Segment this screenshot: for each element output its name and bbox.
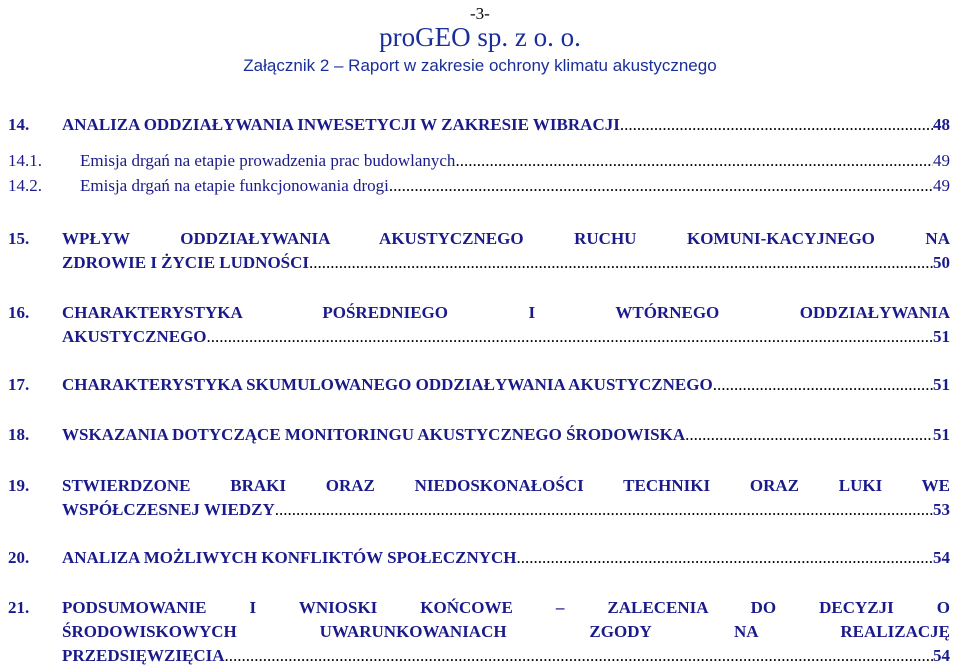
page-number: -3- [470, 4, 490, 23]
toc-entry-19[interactable] [0, 474, 960, 522]
toc-title-line: CHARAKTERYSTYKA POŚREDNIEGO I WTÓRNEGO ODDZIAŁYWANIA [62, 303, 950, 322]
toc-number: 17. [8, 375, 30, 394]
toc-title-line: WSPÓŁCZESNEJ WIEDZY [62, 500, 275, 519]
toc-title-line: WPŁYW ODDZIAŁYWANIA AKUSTYCZNEGO RUCHU KOMUNI-KACYJNEGO NA [62, 229, 950, 248]
company-name: proGEO sp. z o. o. [379, 22, 581, 52]
toc-page: 54 [933, 548, 950, 567]
toc-page: 51 [933, 327, 950, 346]
toc-entry-15[interactable] [0, 227, 960, 275]
toc-entry-14-2[interactable] [0, 174, 960, 198]
toc-page: 49 [933, 151, 950, 170]
toc-page: 50 [933, 253, 950, 272]
toc-title-line: ŚRODOWISKOWYCH UWARUNKOWANIACH ZGODY NA REALIZACJĘ [62, 622, 950, 641]
toc-title-line: PRZEDSIĘWZIĘCIA [62, 646, 225, 665]
toc-entry-18[interactable] [0, 423, 960, 447]
toc-title-line: AKUSTYCZNEGO [62, 327, 207, 346]
toc-number: 14.2. [8, 176, 42, 195]
toc-page: 54 [933, 646, 950, 665]
toc-page: 49 [933, 176, 950, 195]
toc-page: 53 [933, 500, 950, 519]
toc-page: 51 [933, 375, 950, 394]
toc-entry-14[interactable] [0, 113, 960, 137]
document-subtitle: Załącznik 2 – Raport w zakresie ochrony klimatu akustycznego [243, 56, 717, 75]
toc-title: ANALIZA ODDZIAŁYWANIA INWESETYCJI W ZAKRESIE WIBRACJI [62, 115, 620, 134]
toc-title: Emisja drgań na etapie prowadzenia prac budowlanych [80, 151, 456, 170]
toc-page: 51 [933, 425, 950, 444]
toc-page: 48 [933, 115, 950, 134]
toc-number: 20. [8, 548, 30, 567]
toc-number: 16. [8, 303, 30, 322]
toc-title-line: STWIERDZONE BRAKI ORAZ NIEDOSKONAŁOŚCI TECHNIKI ORAZ LUKI WE [62, 476, 950, 495]
toc-title: ANALIZA MOŻLIWYCH KONFLIKTÓW SPOŁECZNYCH [62, 548, 517, 567]
toc-title: Emisja drgań na etapie funkcjonowania drogi [80, 176, 389, 195]
toc-entry-17[interactable] [0, 373, 960, 397]
toc-entry-20[interactable] [0, 546, 960, 570]
toc-number: 21. [8, 598, 30, 617]
toc-title: WSKAZANIA DOTYCZĄCE MONITORINGU AKUSTYCZNEGO ŚRODOWISKA [62, 425, 686, 444]
toc-entry-21[interactable] [0, 596, 960, 668]
toc-number: 14. [8, 115, 30, 134]
toc-title-line: PODSUMOWANIE I WNIOSKI KOŃCOWE – ZALECENIA DO DECYZJI O [62, 598, 950, 617]
toc-entry-14-1[interactable] [0, 149, 960, 173]
toc-title: CHARAKTERYSTYKA SKUMULOWANEGO ODDZIAŁYWANIA AKUSTYCZNEGO [62, 375, 713, 394]
toc-number: 14.1. [8, 151, 42, 170]
toc-title-line: ZDROWIE I ŻYCIE LUDNOŚCI [62, 253, 310, 272]
toc-number: 15. [8, 229, 30, 248]
toc-number: 18. [8, 425, 30, 444]
toc-entry-16[interactable] [0, 301, 960, 349]
toc-number: 19. [8, 476, 30, 495]
